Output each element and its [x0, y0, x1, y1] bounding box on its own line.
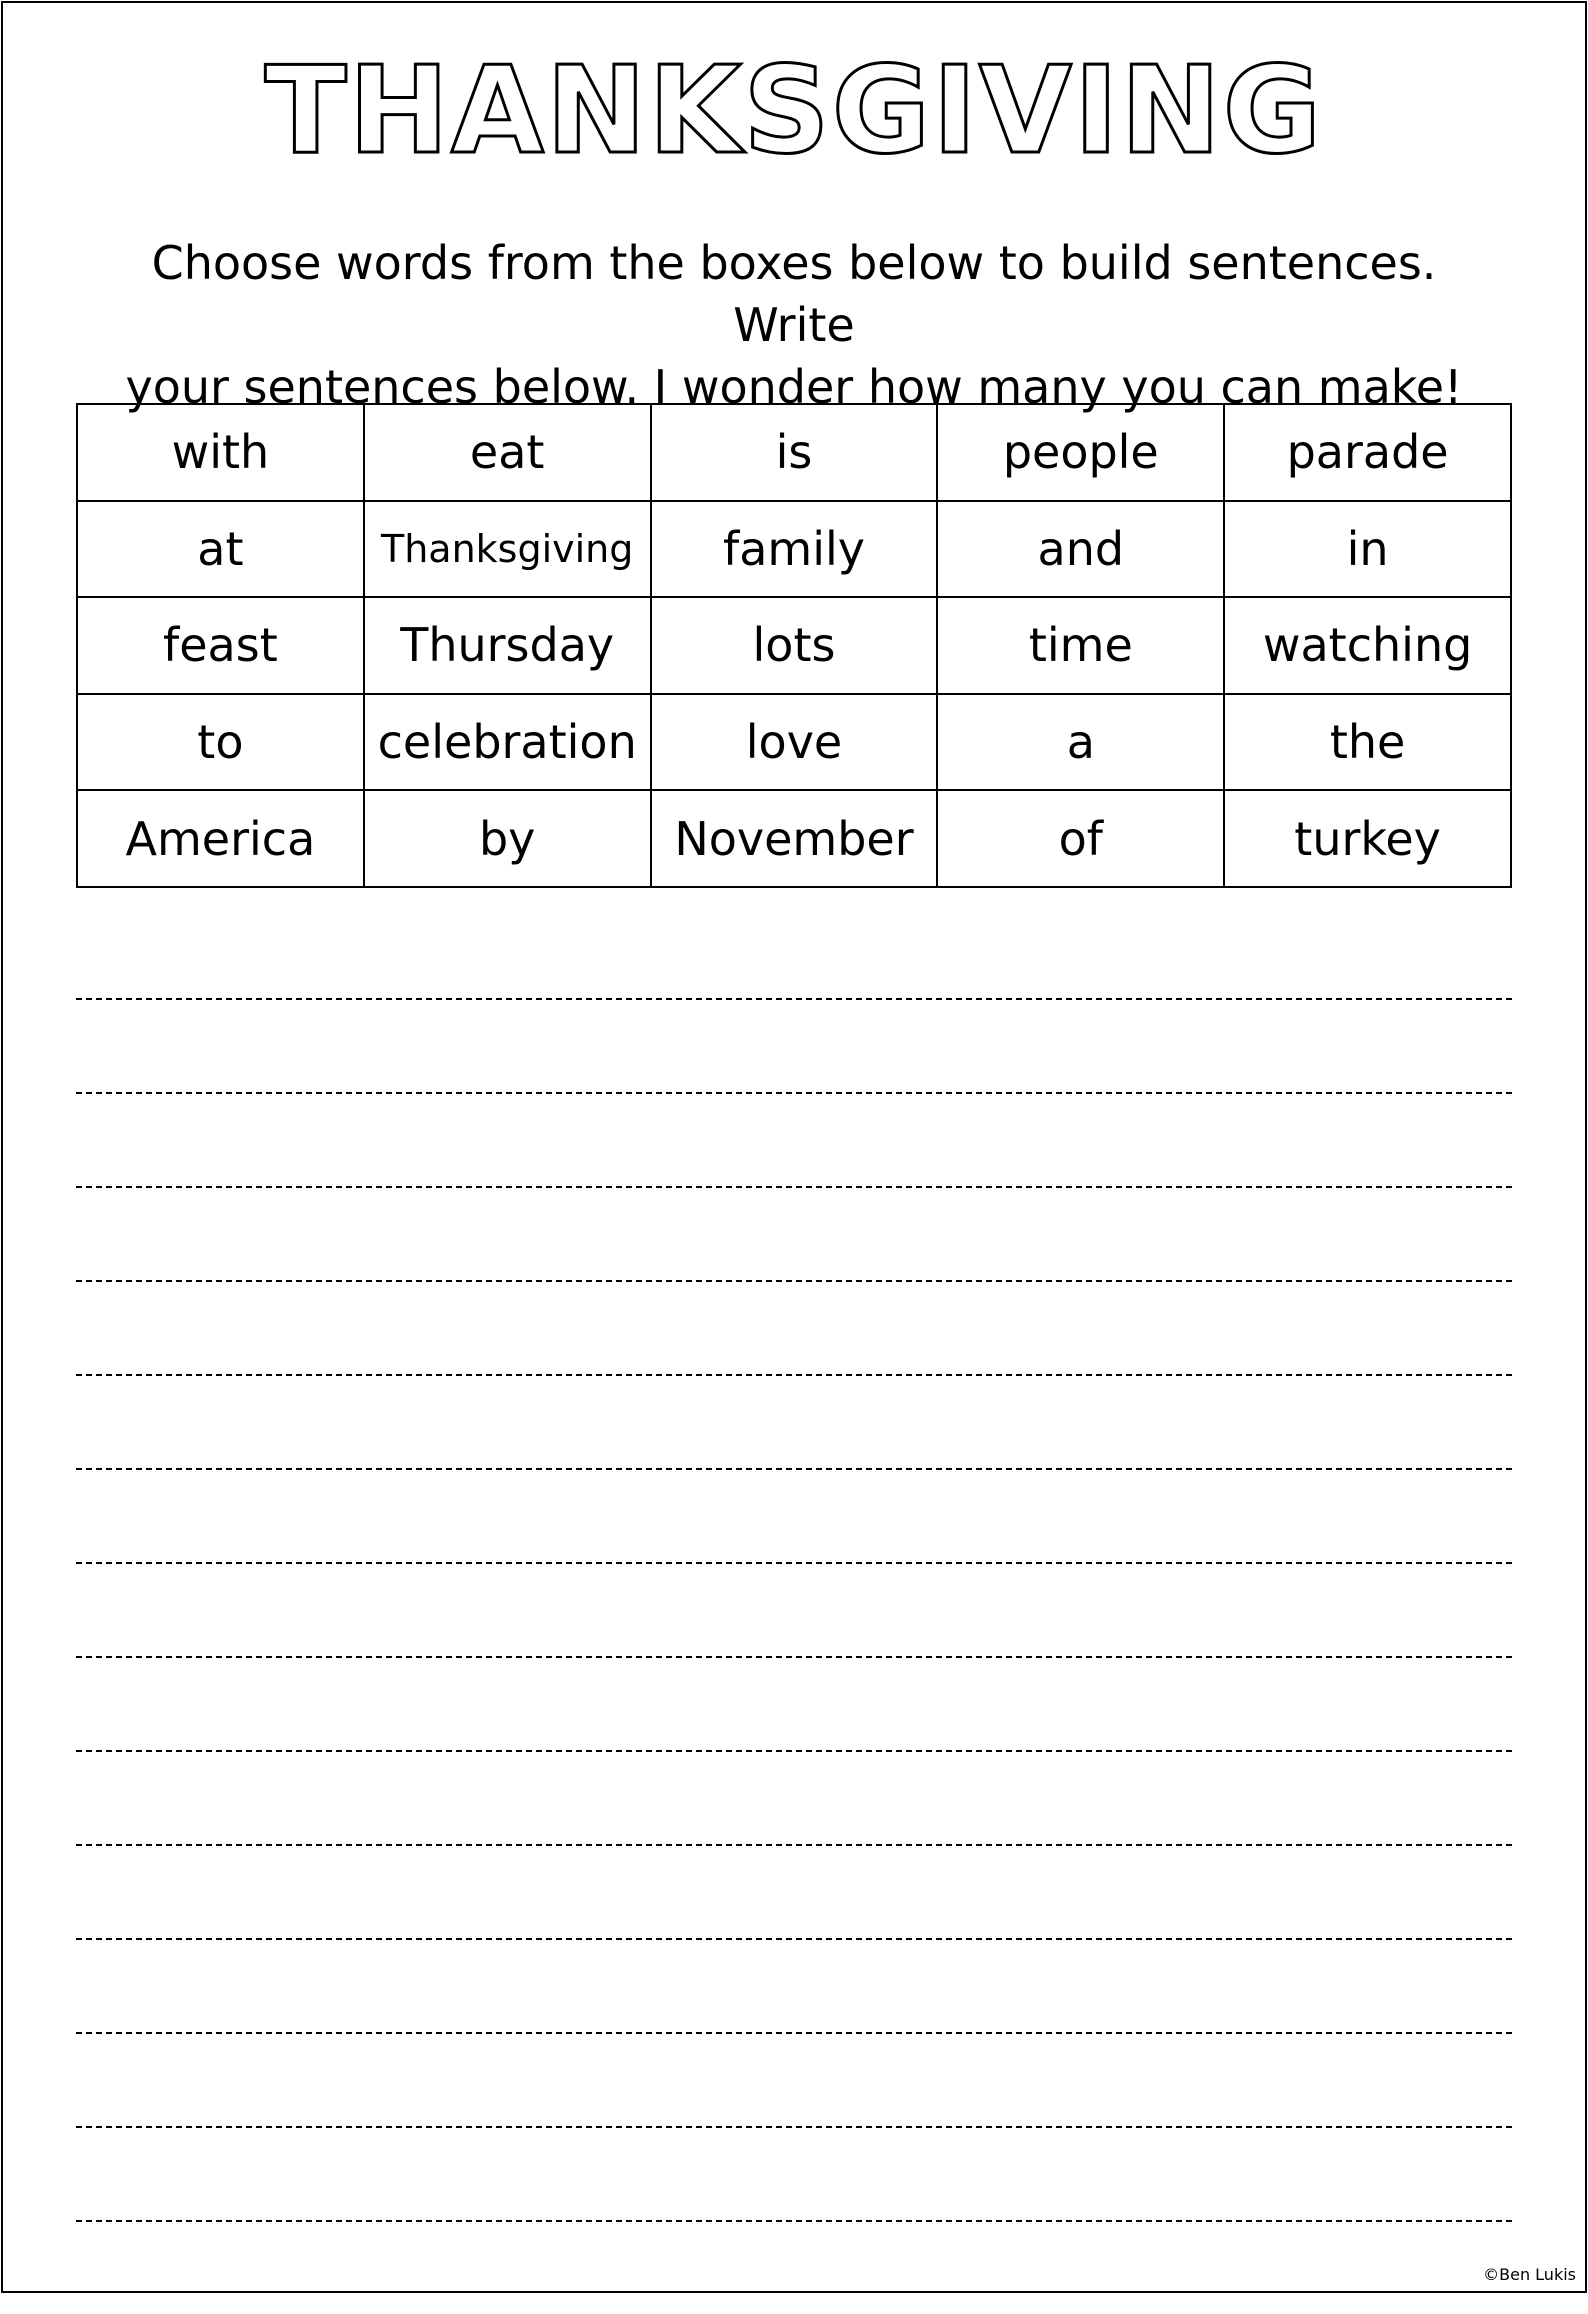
word-cell: by: [364, 790, 651, 887]
word-cell: parade: [1224, 404, 1511, 501]
word-cell: of: [937, 790, 1224, 887]
word-cell: in: [1224, 501, 1511, 598]
worksheet-title: THANKSGIVING: [264, 42, 1324, 181]
writing-line[interactable]: [76, 1750, 1512, 1752]
writing-lines: [76, 998, 1512, 2314]
writing-line[interactable]: [76, 2220, 1512, 2222]
writing-line[interactable]: [76, 1374, 1512, 1376]
word-cell: watching: [1224, 597, 1511, 694]
writing-line[interactable]: [76, 2126, 1512, 2128]
writing-line[interactable]: [76, 1938, 1512, 1940]
word-grid-row: [77, 790, 1511, 887]
word-cell: and: [937, 501, 1224, 598]
writing-line[interactable]: [76, 1656, 1512, 1658]
word-cell: at: [77, 501, 364, 598]
writing-line[interactable]: [76, 2032, 1512, 2034]
word-grid-row: [77, 404, 1511, 501]
writing-line[interactable]: [76, 1280, 1512, 1282]
word-cell: time: [937, 597, 1224, 694]
word-cell: is: [651, 404, 938, 501]
word-grid: [76, 403, 1512, 888]
writing-line[interactable]: [76, 1844, 1512, 1846]
word-cell: feast: [77, 597, 364, 694]
instructions: [110, 232, 1478, 418]
word-cell: family: [651, 501, 938, 598]
word-cell: America: [77, 790, 364, 887]
word-cell: Thanksgiving: [364, 501, 651, 598]
writing-line[interactable]: [76, 998, 1512, 1000]
word-cell: a: [937, 694, 1224, 791]
word-cell: love: [651, 694, 938, 791]
word-cell: November: [651, 790, 938, 887]
instructions-line-1: Choose words from the boxes below to build sentences. Write: [151, 236, 1437, 352]
word-cell: Thursday: [364, 597, 651, 694]
writing-line[interactable]: [76, 1562, 1512, 1564]
word-cell: the: [1224, 694, 1511, 791]
word-grid-row: [77, 501, 1511, 598]
word-cell: lots: [651, 597, 938, 694]
word-cell: to: [77, 694, 364, 791]
word-cell: with: [77, 404, 364, 501]
word-cell: people: [937, 404, 1224, 501]
word-cell: turkey: [1224, 790, 1511, 887]
word-cell: eat: [364, 404, 651, 501]
word-grid-row: [77, 597, 1511, 694]
word-grid-row: [77, 694, 1511, 791]
instructions-line-2: your sentences below. I wonder how many you can make!: [125, 360, 1463, 414]
word-cell: celebration: [364, 694, 651, 791]
writing-line[interactable]: [76, 1092, 1512, 1094]
writing-line[interactable]: [76, 1186, 1512, 1188]
writing-line[interactable]: [76, 1468, 1512, 1470]
copyright-notice: ©Ben Lukis: [1483, 2265, 1576, 2284]
